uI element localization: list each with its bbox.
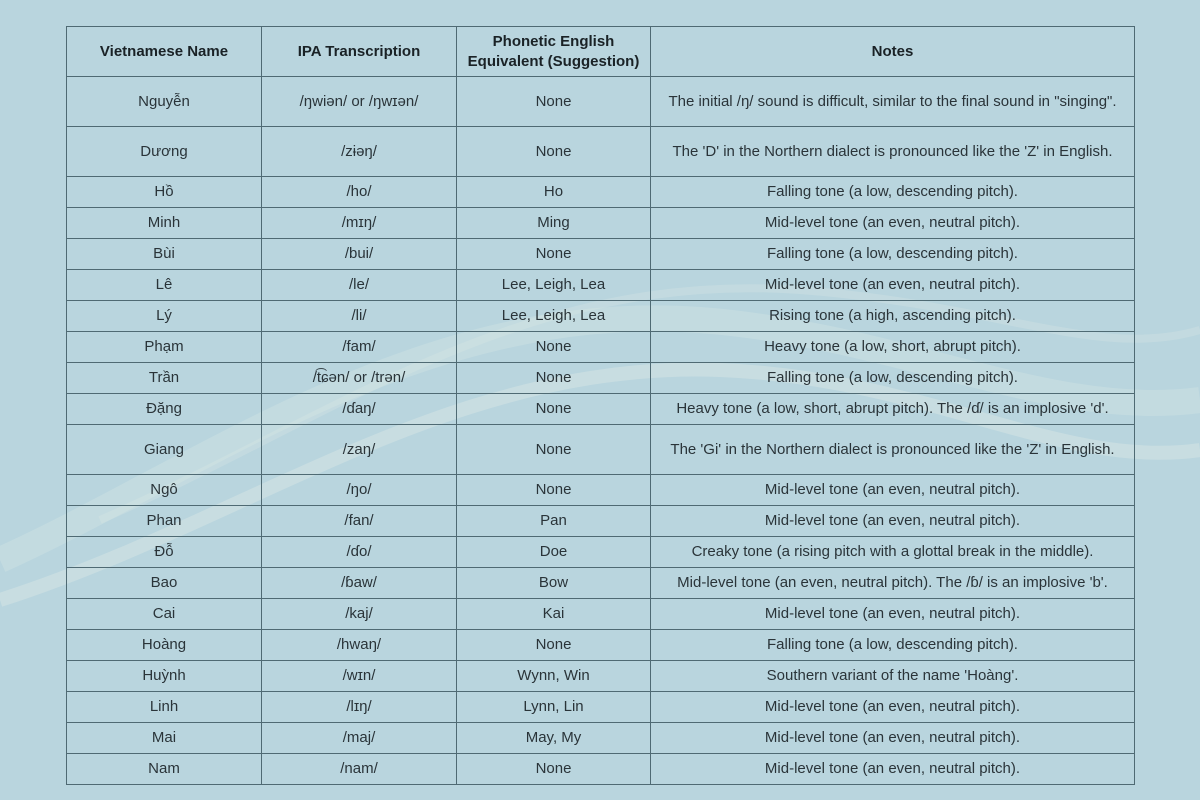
- cell-ipa: /nam/: [262, 754, 457, 785]
- cell-equivalent: Lee, Leigh, Lea: [457, 301, 651, 332]
- cell-notes: Heavy tone (a low, short, abrupt pitch). The /ɗ/ is an implosive 'd'.: [651, 394, 1135, 425]
- cell-ipa: /hwaŋ/: [262, 630, 457, 661]
- table-row: [67, 208, 1135, 239]
- cell-ipa: /maj/: [262, 723, 457, 754]
- table-row: [67, 568, 1135, 599]
- cell-ipa: /lɪŋ/: [262, 692, 457, 723]
- table-row: [67, 127, 1135, 177]
- table-row: [67, 425, 1135, 475]
- cell-equivalent: Kai: [457, 599, 651, 630]
- header-notes: Notes: [651, 27, 1135, 77]
- cell-name: Hồ: [67, 177, 262, 208]
- cell-name: Bùi: [67, 239, 262, 270]
- cell-name: Phạm: [67, 332, 262, 363]
- cell-name: Nam: [67, 754, 262, 785]
- cell-notes: Mid-level tone (an even, neutral pitch).: [651, 754, 1135, 785]
- cell-name: Bao: [67, 568, 262, 599]
- cell-notes: Mid-level tone (an even, neutral pitch).: [651, 692, 1135, 723]
- cell-name: Dương: [67, 127, 262, 177]
- table-row: [67, 239, 1135, 270]
- cell-ipa: /zɨəŋ/: [262, 127, 457, 177]
- cell-name: Đỗ: [67, 537, 262, 568]
- cell-notes: Creaky tone (a rising pitch with a glottal break in the middle).: [651, 537, 1135, 568]
- table-row: [67, 599, 1135, 630]
- cell-notes: Falling tone (a low, descending pitch).: [651, 177, 1135, 208]
- cell-ipa: /ho/: [262, 177, 457, 208]
- cell-equivalent: None: [457, 754, 651, 785]
- cell-ipa: /ɓaw/: [262, 568, 457, 599]
- table-row: [67, 363, 1135, 394]
- pronunciation-table-container: [66, 26, 1134, 785]
- cell-name: Mai: [67, 723, 262, 754]
- cell-notes: Mid-level tone (an even, neutral pitch).: [651, 506, 1135, 537]
- cell-ipa: /fan/: [262, 506, 457, 537]
- cell-name: Lê: [67, 270, 262, 301]
- cell-notes: Falling tone (a low, descending pitch).: [651, 239, 1135, 270]
- cell-ipa: /mɪŋ/: [262, 208, 457, 239]
- cell-name: Đặng: [67, 394, 262, 425]
- cell-ipa: /ŋo/: [262, 475, 457, 506]
- cell-notes: Mid-level tone (an even, neutral pitch).: [651, 723, 1135, 754]
- header-phonetic-equivalent: Phonetic English Equivalent (Suggestion): [457, 27, 651, 77]
- cell-notes: Mid-level tone (an even, neutral pitch). The /ɓ/ is an implosive 'b'.: [651, 568, 1135, 599]
- cell-notes: Mid-level tone (an even, neutral pitch).: [651, 270, 1135, 301]
- cell-equivalent: None: [457, 77, 651, 127]
- table-row: [67, 394, 1135, 425]
- cell-notes: Mid-level tone (an even, neutral pitch).: [651, 475, 1135, 506]
- cell-equivalent: None: [457, 630, 651, 661]
- pronunciation-table: [66, 26, 1135, 785]
- cell-name: Trần: [67, 363, 262, 394]
- table-row: [67, 537, 1135, 568]
- table-row: [67, 723, 1135, 754]
- table-row: [67, 301, 1135, 332]
- cell-equivalent: Lynn, Lin: [457, 692, 651, 723]
- table-row: [67, 475, 1135, 506]
- cell-name: Giang: [67, 425, 262, 475]
- table-row: [67, 692, 1135, 723]
- table-row: [67, 270, 1135, 301]
- cell-name: Lý: [67, 301, 262, 332]
- cell-name: Linh: [67, 692, 262, 723]
- cell-name: Cai: [67, 599, 262, 630]
- cell-name: Hoàng: [67, 630, 262, 661]
- table-row: [67, 332, 1135, 363]
- cell-notes: The 'Gi' in the Northern dialect is pronounced like the 'Z' in English.: [651, 425, 1135, 475]
- header-vietnamese-name: Vietnamese Name: [67, 27, 262, 77]
- cell-equivalent: Doe: [457, 537, 651, 568]
- cell-equivalent: Pan: [457, 506, 651, 537]
- cell-notes: Heavy tone (a low, short, abrupt pitch).: [651, 332, 1135, 363]
- cell-equivalent: Wynn, Win: [457, 661, 651, 692]
- table-row: [67, 506, 1135, 537]
- cell-notes: The 'D' in the Northern dialect is pronounced like the 'Z' in English.: [651, 127, 1135, 177]
- cell-equivalent: Lee, Leigh, Lea: [457, 270, 651, 301]
- cell-notes: Rising tone (a high, ascending pitch).: [651, 301, 1135, 332]
- cell-ipa: /ɗo/: [262, 537, 457, 568]
- cell-ipa: /fam/: [262, 332, 457, 363]
- cell-equivalent: None: [457, 425, 651, 475]
- table-row: [67, 661, 1135, 692]
- cell-ipa: /li/: [262, 301, 457, 332]
- cell-name: Minh: [67, 208, 262, 239]
- cell-equivalent: Ho: [457, 177, 651, 208]
- cell-equivalent: May, My: [457, 723, 651, 754]
- cell-notes: Falling tone (a low, descending pitch).: [651, 630, 1135, 661]
- cell-ipa: /ŋwiən/ or /ŋwɪən/: [262, 77, 457, 127]
- cell-equivalent: None: [457, 239, 651, 270]
- cell-ipa: /t͡ɕən/ or /trən/: [262, 363, 457, 394]
- cell-equivalent: None: [457, 127, 651, 177]
- cell-equivalent: None: [457, 332, 651, 363]
- table-header-row: [67, 27, 1135, 77]
- cell-notes: Mid-level tone (an even, neutral pitch).: [651, 599, 1135, 630]
- cell-equivalent: None: [457, 363, 651, 394]
- cell-notes: Southern variant of the name 'Hoàng'.: [651, 661, 1135, 692]
- cell-name: Huỳnh: [67, 661, 262, 692]
- cell-notes: Falling tone (a low, descending pitch).: [651, 363, 1135, 394]
- table-row: [67, 77, 1135, 127]
- cell-ipa: /ɗaŋ/: [262, 394, 457, 425]
- cell-ipa: /bui/: [262, 239, 457, 270]
- table-row: [67, 754, 1135, 785]
- cell-ipa: /kaj/: [262, 599, 457, 630]
- cell-notes: Mid-level tone (an even, neutral pitch).: [651, 208, 1135, 239]
- cell-ipa: /le/: [262, 270, 457, 301]
- cell-equivalent: Ming: [457, 208, 651, 239]
- cell-equivalent: None: [457, 394, 651, 425]
- cell-equivalent: Bow: [457, 568, 651, 599]
- cell-name: Ngô: [67, 475, 262, 506]
- table-row: [67, 630, 1135, 661]
- table-row: [67, 177, 1135, 208]
- cell-ipa: /wɪn/: [262, 661, 457, 692]
- cell-name: Nguyễn: [67, 77, 262, 127]
- cell-name: Phan: [67, 506, 262, 537]
- cell-ipa: /zaŋ/: [262, 425, 457, 475]
- cell-equivalent: None: [457, 475, 651, 506]
- cell-notes: The initial /ŋ/ sound is difficult, similar to the final sound in "singing".: [651, 77, 1135, 127]
- header-ipa-transcription: IPA Transcription: [262, 27, 457, 77]
